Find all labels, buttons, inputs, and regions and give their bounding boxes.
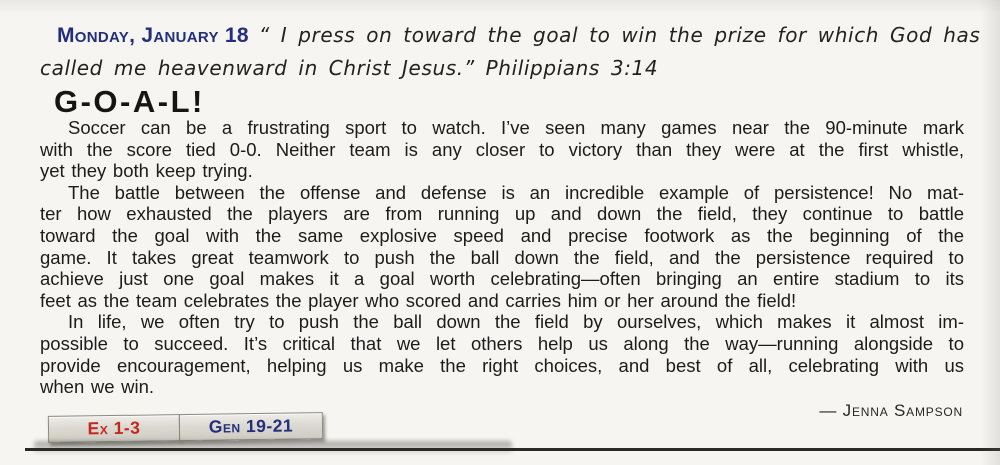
paragraph-2-line: achieve just one goal makes it a goal worth celebrating—often bringing an entire stadium to its <box>40 268 964 290</box>
paragraph-2-line: toward the goal with the same explosive speed and precise footwork as the beginning of the <box>40 224 964 246</box>
verse-line-2: called me heavenward in Christ Jesus.” Philippians 3:14 <box>40 56 659 80</box>
date-heading: Monday, January 18 <box>57 24 249 47</box>
header <box>40 20 981 86</box>
scan-shadow <box>34 441 512 453</box>
paragraph-2-line: The battle between the offense and defense is an incredible example of persistence! No mat- <box>68 181 964 203</box>
paragraph-3-line: possible to succeed. It’s critical that we let others help us along the way—running alongside to <box>40 332 964 354</box>
tab-genesis-reading: Gen 19-21 <box>179 412 323 441</box>
verse-line-1: “ I press on toward the goal to win the prize for which God has <box>258 23 981 47</box>
paragraph-1-line: yet they both keep trying. <box>40 160 253 182</box>
paragraph-3-line: provide encouragement, helping us make the right choices, and best of all, celebrating with us <box>40 354 964 376</box>
bottom-rule <box>25 448 1000 451</box>
reading-plan-tabs <box>48 412 323 443</box>
paragraph-3-line: when we win. <box>40 376 155 398</box>
paragraph-1-line: with the score tied 0-0. Neither team is any closer to victory than they were at the first whistle, <box>40 138 964 160</box>
paragraph-2-line: feet as the team celebrates the player who scored and carries him or her around the field! <box>40 289 797 311</box>
paragraph-2-line: ter how exhausted the players are from running up and down the field, they continue to battle <box>40 203 964 225</box>
paragraph-3-line: In life, we often try to push the ball down the field by ourselves, which makes it almost im- <box>68 311 964 333</box>
paragraph-1-line: Soccer can be a frustrating sport to watch. I’ve seen many games near the 90-minute mark <box>68 117 964 138</box>
paragraph-2-line: game. It takes great teamwork to push the ball down the field, and the persistence required to <box>40 246 964 268</box>
devotional-title: G-O-A-L! <box>54 84 205 119</box>
author-byline: — Jenna Sampson <box>819 401 963 420</box>
body-text <box>40 117 964 398</box>
tab-exodus-reading: Ex 1-3 <box>48 414 180 443</box>
